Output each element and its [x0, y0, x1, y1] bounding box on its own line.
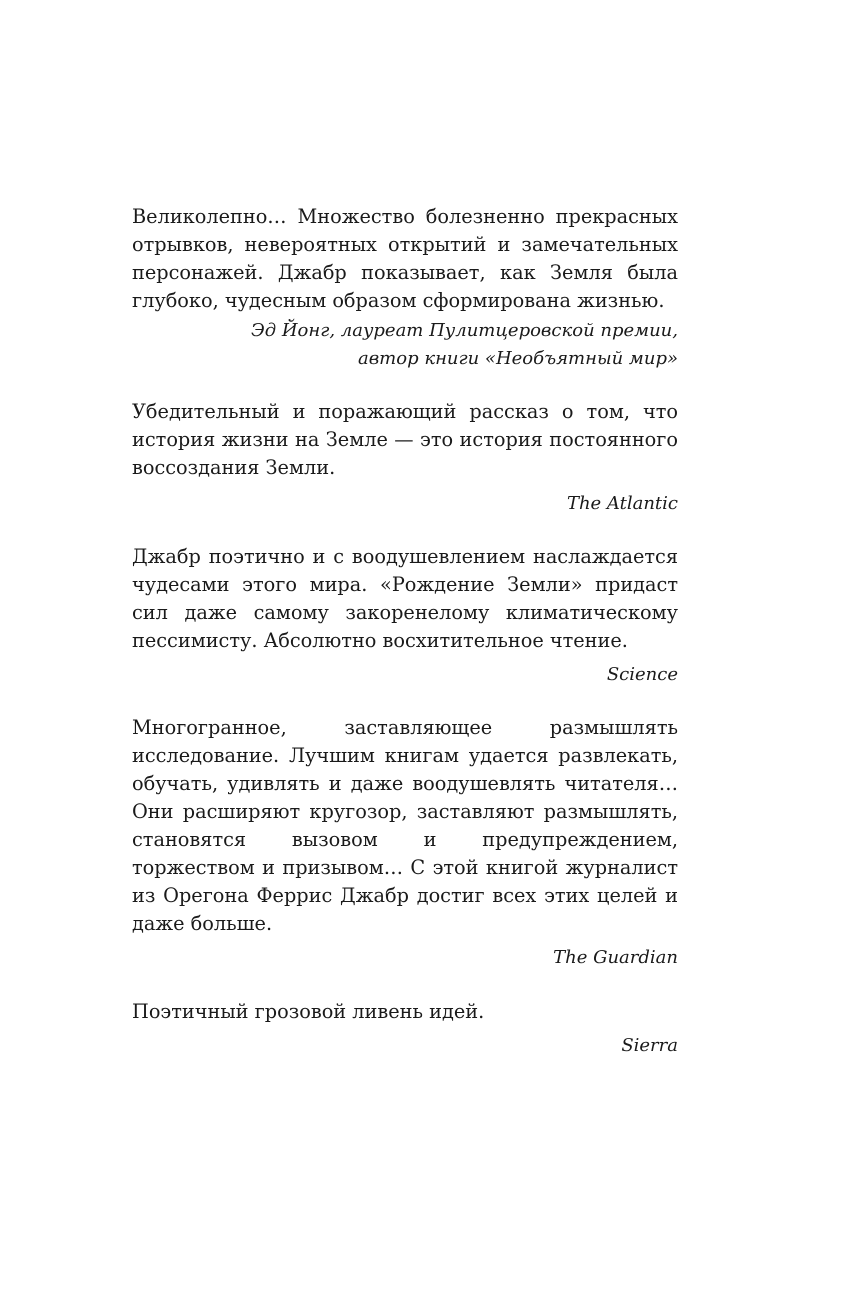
review-attribution: The Guardian: [553, 947, 678, 968]
review-quote: Джабр поэтично и с воодушевлением наслаждается чудесами этого мира. «Рождение Земли» придаст сил даже самому закоренелому климатическому пессимисту. Абсолютно восхитительное чтение.: [132, 545, 678, 652]
praise-page: [132, 203, 678, 1060]
review-the-guardian: [132, 714, 678, 972]
review-quote: Убедительный и поражающий рассказ о том, что история жизни на Земле — это история постоянного воссоздания Земли.: [132, 400, 678, 479]
attribution-line: Эд Йонг, лауреат Пулитцеровской премии,: [250, 320, 678, 341]
review-the-atlantic: [132, 398, 678, 518]
review-attribution: Sierra: [621, 1035, 678, 1056]
review-attribution: Science: [606, 664, 678, 685]
review-ed-yong: [132, 203, 678, 373]
attribution-line: автор книги «Необъятный мир»: [357, 348, 678, 369]
review-quote: Великолепно… Множество болезненно прекрасных отрывков, невероятных открытий и замечательных персонажей. Джабр показывает, как Земля была глубоко, чудесным образом сформирована жизнью.: [132, 205, 678, 312]
review-quote: Многогранное, заставляющее размышлять исследование. Лучшим книгам удается развлекать, обучать, удивлять и даже воодушевлять читателя… Они расширяют кругозор, заставляют размышлять, становятся вызовом и предупреждением, торжеством и призывом… С этой книгой журналист из Орегона Феррис Джабр достиг всех этих целей и даже больше.: [132, 716, 678, 935]
review-sierra: [132, 998, 678, 1060]
review-science: [132, 543, 678, 689]
review-quote: Поэтичный грозовой ливень идей.: [132, 1000, 485, 1023]
review-attribution: [132, 317, 678, 373]
review-attribution: The Atlantic: [566, 493, 678, 514]
